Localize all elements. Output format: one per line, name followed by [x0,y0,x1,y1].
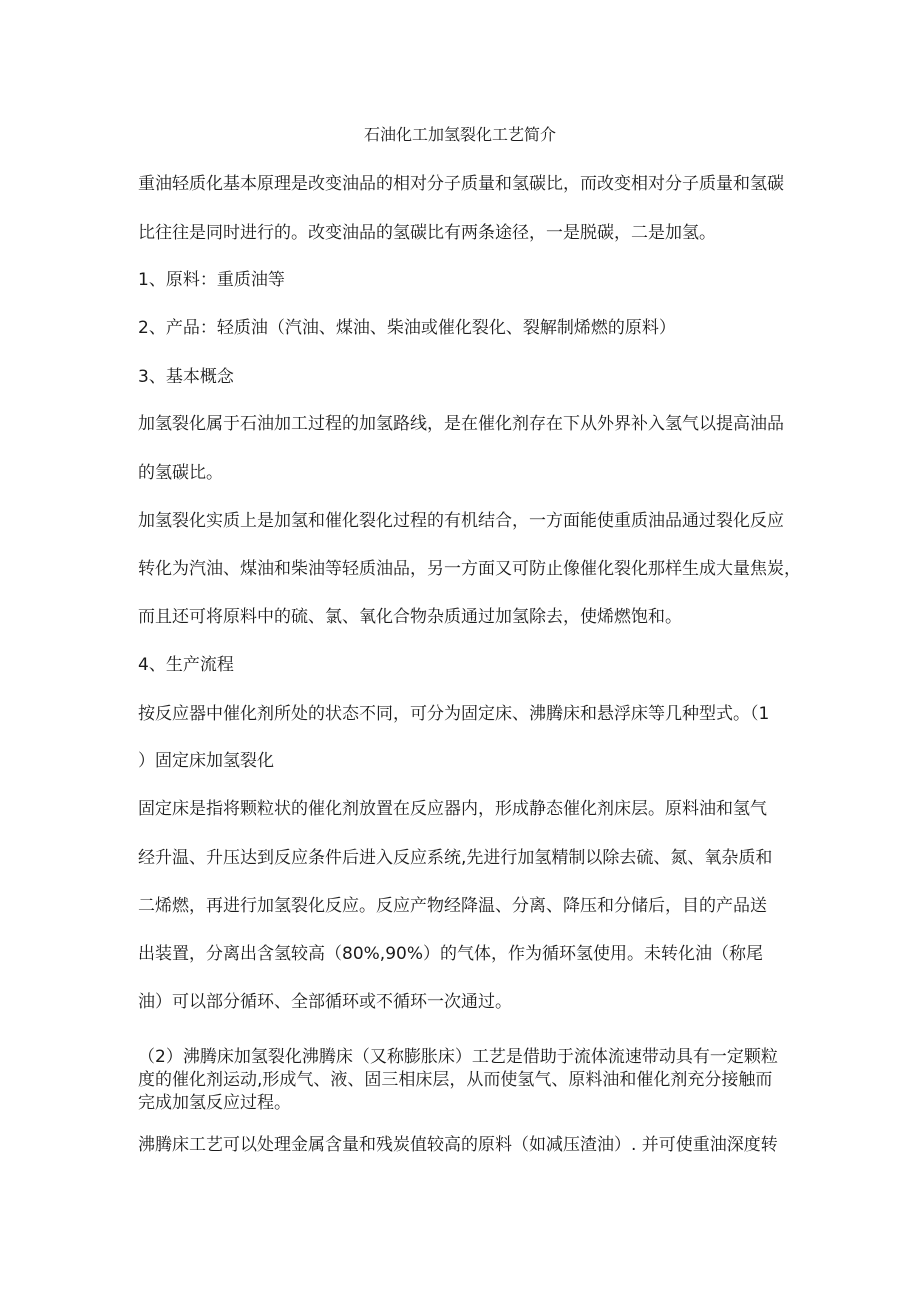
text-line: 转化为汽油、煤油和柴油等轻质油品，另一方面又可防止像催化裂化那样生成大量焦炭， [138,559,801,579]
text-line: 而且还可将原料中的硫、氯、氧化合物杂质通过加氢除去，使烯燃饱和。 [138,607,682,627]
text-line: 出装置，分离出含氢较高（80%,90%）的气体，作为循环氢使用。未转化油（称尾 [138,944,763,964]
text-line: 固定床是指将颗粒状的催化剂放置在反应器内，形成静态催化剂床层。原料油和氢气 [138,799,767,819]
text-line: 重油轻质化基本原理是改变油品的相对分子质量和氢碳比，而改变相对分子质量和氢碳 [138,174,784,194]
text-line: 沸腾床工艺可以处理金属含量和残炭值较高的原料（如减压渣油）. 并可使重油深度转 [138,1135,778,1155]
text-line: 比往往是同时进行的。改变油品的氢碳比有两条途径，一是脱碳，二是加氢。 [138,223,716,243]
text-line: 经升温、升压达到反应条件后进入反应系统,先进行加氢精制以除去硫、氮、氧杂质和 [138,848,773,868]
text-line: 加氢裂化实质上是加氢和催化裂化过程的有机结合，一方面能使重质油品通过裂化反应 [138,511,784,531]
text-line: 二烯燃，再进行加氢裂化反应。反应产物经降温、分离、降压和分储后，目的产品送 [138,896,767,916]
text-line: 的氢碳比。 [138,463,223,483]
paragraph-ebullated-bed: （2）沸腾床加氢裂化沸腾床（又称膨胀床）工艺是借助于流体流速带动具有一定颗粒度的催化剂运动,形成气、液、固三相床层，从而使氢气、原料油和催化剂充分接触而完成加氢反应过程。 [138,1047,778,1113]
text-line: 加氢裂化属于石油加工过程的加氢路线，是在催化剂存在下从外界补入氢气以提高油品 [138,414,784,434]
document-title: 石油化工加氢裂化工艺简介 [363,125,556,144]
text-line: 1、原料：重质油等 [138,270,285,290]
text-line: 4、生产流程 [138,655,234,675]
text-line: 3、基本概念 [138,367,234,387]
text-line: ）固定床加氢裂化 [138,751,274,771]
text-line: 按反应器中催化剂所处的状态不同，可分为固定床、沸腾床和悬浮床等几种型式。（1 [138,704,770,724]
text-line: 2、产品：轻质油（汽油、煤油、柴油或催化裂化、裂解制烯燃的原料） [138,318,676,338]
text-line: 油）可以部分循环、全部循环或不循环一次通过。 [138,992,512,1012]
